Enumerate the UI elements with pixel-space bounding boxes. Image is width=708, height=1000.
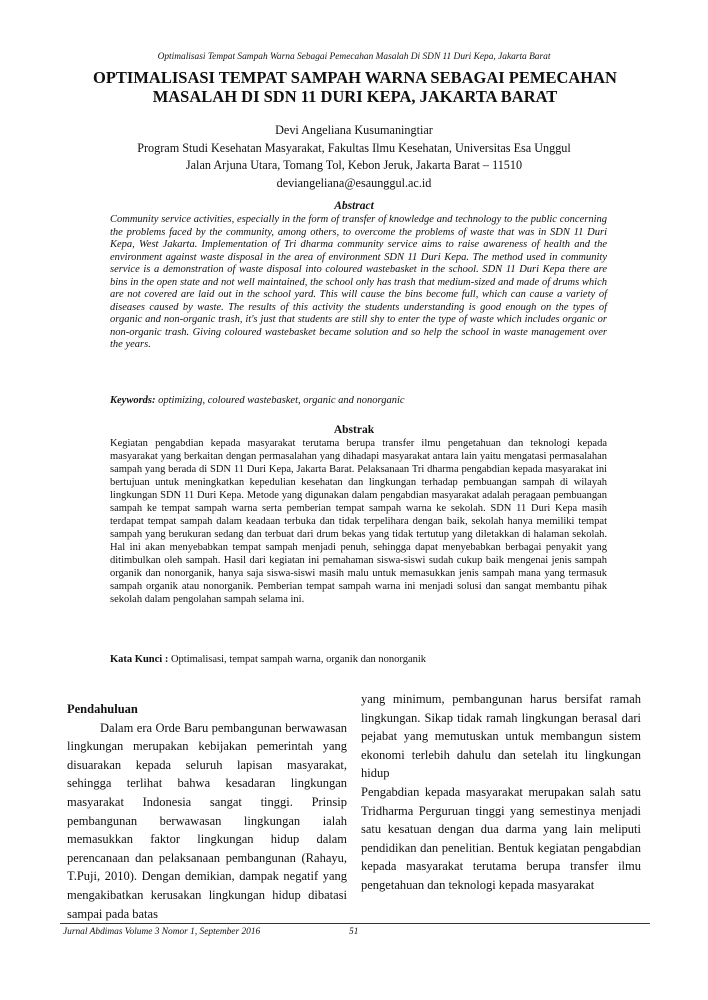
body-paragraph: yang minimum, pembangunan harus bersifat ramah lingkungan. Sikap tidak ramah lingkungan berasal dari pejabat yang memutuskan untuk membangun sistem ekonomi terlebih dahulu dan setelah itu lingkungan hidup [361, 692, 641, 781]
keywords-value: optimizing, coloured wastebasket, organic and nonorganic [158, 395, 405, 406]
abstract-heading: Abstract [334, 200, 374, 212]
kata-kunci [110, 654, 607, 665]
kata-kunci-value: Optimalisasi, tempat sampah warna, organik dan nonorganik [170, 654, 427, 665]
abstrak-text: Kegiatan pengabdian kepada masyarakat terutama berupa transfer ilmu pengetahuan dan teknologi kepada masyarakat yang berkaitan dengan permasalahan yang dihadapi masyarakat antara lain yaitu mengatasi permasalahan sampah yang berada di SDN 11 Duri Kepa, Jakarta Barat. Pelaksanaan Tri dharma pengabdian kepada masyarakat ini bertujuan untuk meningkatkan kepedulian kesehatan dan lingkungan terhadap pembuangan sampah di wilayah lingkungan SDN 11 Duri Kepa. Metode yang digunakan dalam pengabdian masyarakat adalah peragaan pembuangan sampah ke tempat sampah warna serta pemberian tempat sampah warna ke sekolah. SDN 11 Duri Kepa masih terdapat tempat sampah dalam keadaan terbuka dan tidak terpelihara dengan baik, sekolah hanya memiliki tempat sampah yang berukuran sedang dan terbuat dari drum bekas yang tidak tertutup yang diletakkan di halaman sekolah. Hal ini akan menyebabkan tempat sampah menjadi penuh, sehingga dapat menyebabkan berbagai penyakit yang ditimbulkan oleh sampah. Hasil dari kegiatan ini pemahaman siswa-siswi sudah cukup baik mengenai jenis sampah organik dan nonorganik, hanya saja siswa-siswi masih malu untuk memasukkan jenis sampah mana yang termasuk sampah organik atau nonorganik. Pemberian tempat sampah warna ini menjadi solusi dan sangat membantu pihak sekolah dalam pengolahan sampah selama ini. [110, 438, 607, 605]
keywords-label: Keywords: [110, 395, 156, 406]
page-number: 51 [349, 927, 359, 937]
paper-title [60, 68, 650, 106]
author-name: Devi Angeliana Kusumaningtiar [275, 123, 433, 137]
title-line-2: MASALAH DI SDN 11 DURI KEPA, JAKARTA BARAT [152, 87, 558, 106]
running-head: Optimalisasi Tempat Sampah Warna Sebagai Pemecahan Masalah Di SDN 11 Duri Kepa, Jakarta Barat [157, 52, 551, 62]
kata-kunci-label: Kata Kunci : [110, 654, 169, 665]
body-column-left [67, 700, 347, 923]
body-column-right [361, 690, 641, 895]
keywords [110, 395, 607, 406]
author-email: deviangeliana@esaunggul.ac.id [276, 175, 432, 190]
author-address: Jalan Arjuna Utara, Tomang Tol, Kebon Jeruk, Jakarta Barat – 11510 [185, 158, 523, 172]
footer-journal: Jurnal Abdimas Volume 3 Nomor 1, September 2016 [63, 927, 261, 937]
section-heading: Pendahuluan [67, 702, 138, 716]
body-paragraph: Pengabdian kepada masyarakat merupakan salah satu Tridharma Perguruan tinggi yang semestinya menjadi satu kesatuan dengan dua darma yang lain meliputi pendidikan dan penelitian. Bentuk kegiatan pengabdian kepada masyarakat terutama berupa transfer ilmu pengetahuan dan teknologi kepada masyarakat [361, 784, 641, 892]
abstract-text: Community service activities, especially in the form of transfer of knowledge and technology to the public concerning the problems faced by the community, among others, to overcome the problems of waste that was in SDN 11 Duri Kepa, West Jakarta. Implementation of Tri dharma community service aims to raise awareness of health and the environment against waste disposal in the area of environment SDN 11 Duri Kepa. The method used in community service is a demonstration of waste disposal into coloured wastebasket in the school. SDN 11 Duri Kepa there are bins in the open state and not well maintained, the school only has trash that medium-sized and made of drums which are not covered are laid out in the school yard. This will cause the bins become full, which can cause a variety of diseases caused by waste. The results of this activity the students understanding is good enough on the types of organic and non-organic trash, it's just that students are still shy to enter the type of waste which includes organic or non-organic trash. Giving coloured wastebasket became solution and so help the school in waste management over the years. [110, 214, 607, 350]
abstrak-heading: Abstrak [333, 424, 375, 436]
body-paragraph: Dalam era Orde Baru pembangunan berwawasan lingkungan merupakan kebijakan pemerintah yang disuarakan kepada seluruh lapisan masyarakat, sehingga terlihat bahwa kesadaran lingkungan masyarakat Indonesia sangat tinggi. Prinsip pembangunan berwawasan lingkungan ialah memasukkan faktor lingkungan hidup dalam perencanaan dan pelaksanaan pembangunan (Rahayu, T.Puji, 2010). Dengan demikian, dampak negatif yang mengakibatkan kerusakan lingkungan hidup dibatasi sampai pada batas [67, 720, 347, 921]
author-block [0, 122, 708, 192]
footer-divider [60, 923, 650, 924]
title-line-1: OPTIMALISASI TEMPAT SAMPAH WARNA SEBAGAI PEMECAHAN [93, 68, 617, 87]
author-affiliation: Program Studi Kesehatan Masyarakat, Fakultas Ilmu Kesehatan, Universitas Esa Unggul [137, 140, 571, 155]
